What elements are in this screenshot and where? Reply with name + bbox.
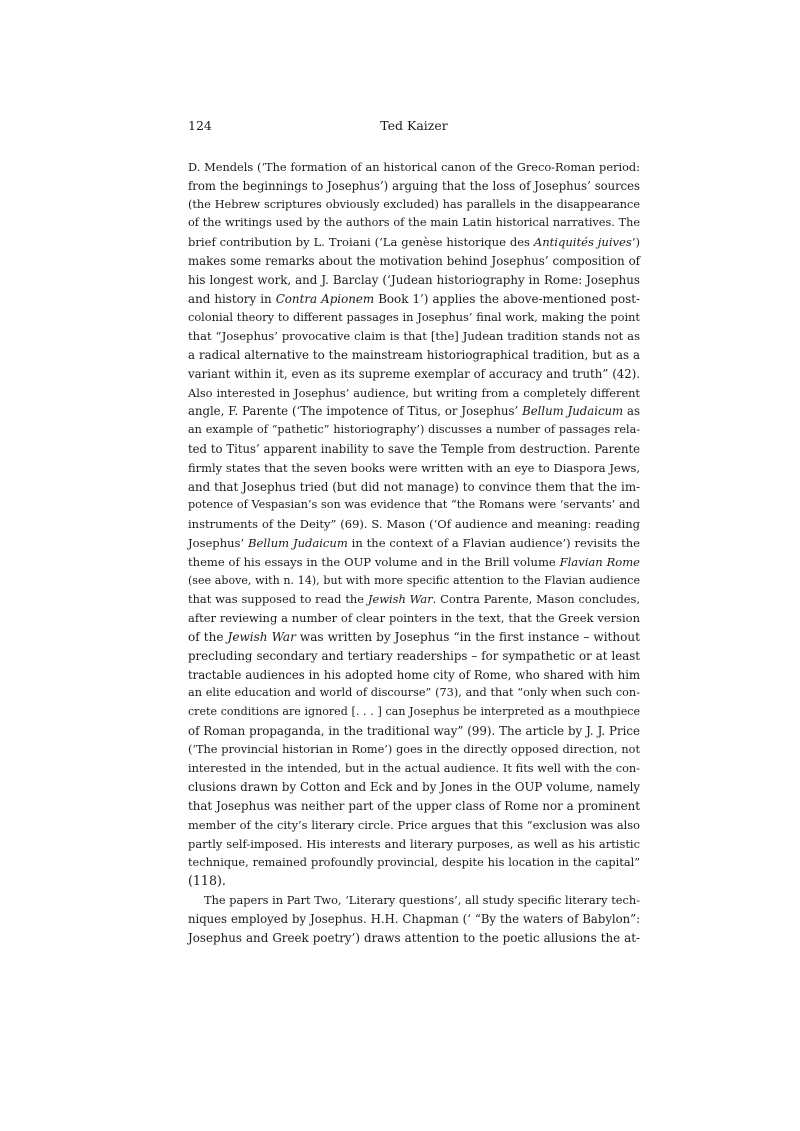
- text-line: that was supposed to read the Jewish War. Contra Parente, Mason concludes,: [188, 592, 641, 607]
- text-line: D. Mendels (‘The formation of an historical canon of the Greco-Roman period:: [188, 160, 640, 174]
- text-line: of Roman propaganda, in the traditional way” (99). The article by J. J. Price: [188, 723, 640, 738]
- text-line: (the Hebrew scriptures obviously excluded) has parallels in the disappearance: [188, 197, 640, 211]
- text-line: and history in Contra Apionem Book 1’) applies the above-mentioned post-: [188, 291, 640, 306]
- text-line: partly self-imposed. His interests and literary purposes, as well as his artistic: [188, 836, 640, 851]
- body-text: [188, 158, 640, 947]
- text-line: colonial theory to different passages in Josephus’ final work, making the point: [188, 310, 640, 325]
- text-line: technique, remained profoundly provincial, despite his location in the capital”: [188, 855, 640, 870]
- text-line: tractable audiences in his adopted home city of Rome, who shared with him: [188, 667, 640, 682]
- text-line: after reviewing a number of clear pointers in the text, that the Greek version: [188, 611, 640, 626]
- text-line: an example of “pathetic” historiography’) discusses a number of passages rela-: [188, 423, 640, 437]
- text-line: firmly states that the seven books were written with an eye to Diaspora Jews,: [188, 460, 640, 475]
- text-line: that Josephus was neither part of the upper class of Rome nor a prominent: [188, 799, 640, 814]
- text-line: that “Josephus’ provocative claim is that [the] Judean tradition stands not as: [188, 329, 640, 344]
- text-line: Also interested in Josephus’ audience, but writing from a completely different: [188, 385, 640, 400]
- text-line: The papers in Part Two, ‘Literary questions’, all study specific literary tech-: [204, 893, 640, 908]
- text-line: (see above, with n. 14), but with more specific attention to the Flavian audience: [188, 573, 640, 587]
- text-line: an elite education and world of discourse” (73), and that “only when such con-: [188, 686, 640, 700]
- page-header: [188, 118, 640, 138]
- text-line: clusions drawn by Cotton and Eck and by Jones in the OUP volume, namely: [188, 780, 640, 795]
- text-line: angle, F. Parente (‘The impotence of Titus, or Josephus’ Bellum Judaicum as: [188, 404, 640, 419]
- text-line: makes some remarks about the motivation behind Josephus’ composition of: [188, 253, 640, 268]
- text-line: of the writings used by the authors of the main Latin historical narratives. The: [188, 216, 640, 230]
- text-line: (‘The provincial historian in Rome’) goes in the directly opposed direction, not: [188, 742, 640, 756]
- text-line: potence of Vespasian’s son was evidence that “the Romans were ‘servants’ and: [188, 498, 640, 512]
- text-line: interested in the intended, but in the actual audience. It fits well with the con-: [188, 761, 640, 775]
- running-head: Ted Kaizer: [380, 118, 448, 133]
- text-line: Josephus and Greek poetry’) draws attention to the poetic allusions the at-: [188, 930, 640, 945]
- text-line: from the beginnings to Josephus’) arguing that the loss of Josephus’ sources: [188, 178, 640, 193]
- text-line: of the Jewish War was written by Josephus “in the first instance – without: [188, 629, 641, 644]
- text-line: variant within it, even as its supreme exemplar of accuracy and truth” (42).: [188, 366, 640, 381]
- text-line: precluding secondary and tertiary readerships – for sympathetic or at least: [188, 648, 640, 663]
- text-line: a radical alternative to the mainstream historiographical tradition, but as a: [188, 347, 640, 362]
- text-line: (118).: [188, 873, 226, 889]
- text-line: theme of his essays in the OUP volume and in the Brill volume Flavian Rome: [188, 554, 640, 569]
- text-line: niques employed by Josephus. H.H. Chapman (‘ “By the waters of Babylon”:: [188, 911, 640, 926]
- page-number: 124: [188, 118, 212, 133]
- text-line: his longest work, and J. Barclay (‘Judean historiography in Rome: Josephus: [188, 272, 640, 287]
- text-line: and that Josephus tried (but did not manage) to convince them that the im-: [188, 479, 640, 494]
- text-line: crete conditions are ignored [. . . ] can Josephus be interpreted as a mouthpiece: [188, 705, 640, 719]
- text-line: Josephus’ Bellum Judaicum in the context of a Flavian audience’) revisits the: [188, 535, 640, 550]
- text-line: member of the city’s literary circle. Price argues that this “exclusion was also: [188, 817, 640, 832]
- text-line: instruments of the Deity” (69). S. Mason (‘Of audience and meaning: reading: [188, 517, 640, 532]
- text-line: ted to Titus’ apparent inability to save the Temple from destruction. Parente: [188, 441, 640, 456]
- text-line: brief contribution by L. Troiani (‘La genèse historique des Antiquités juives’): [188, 235, 640, 250]
